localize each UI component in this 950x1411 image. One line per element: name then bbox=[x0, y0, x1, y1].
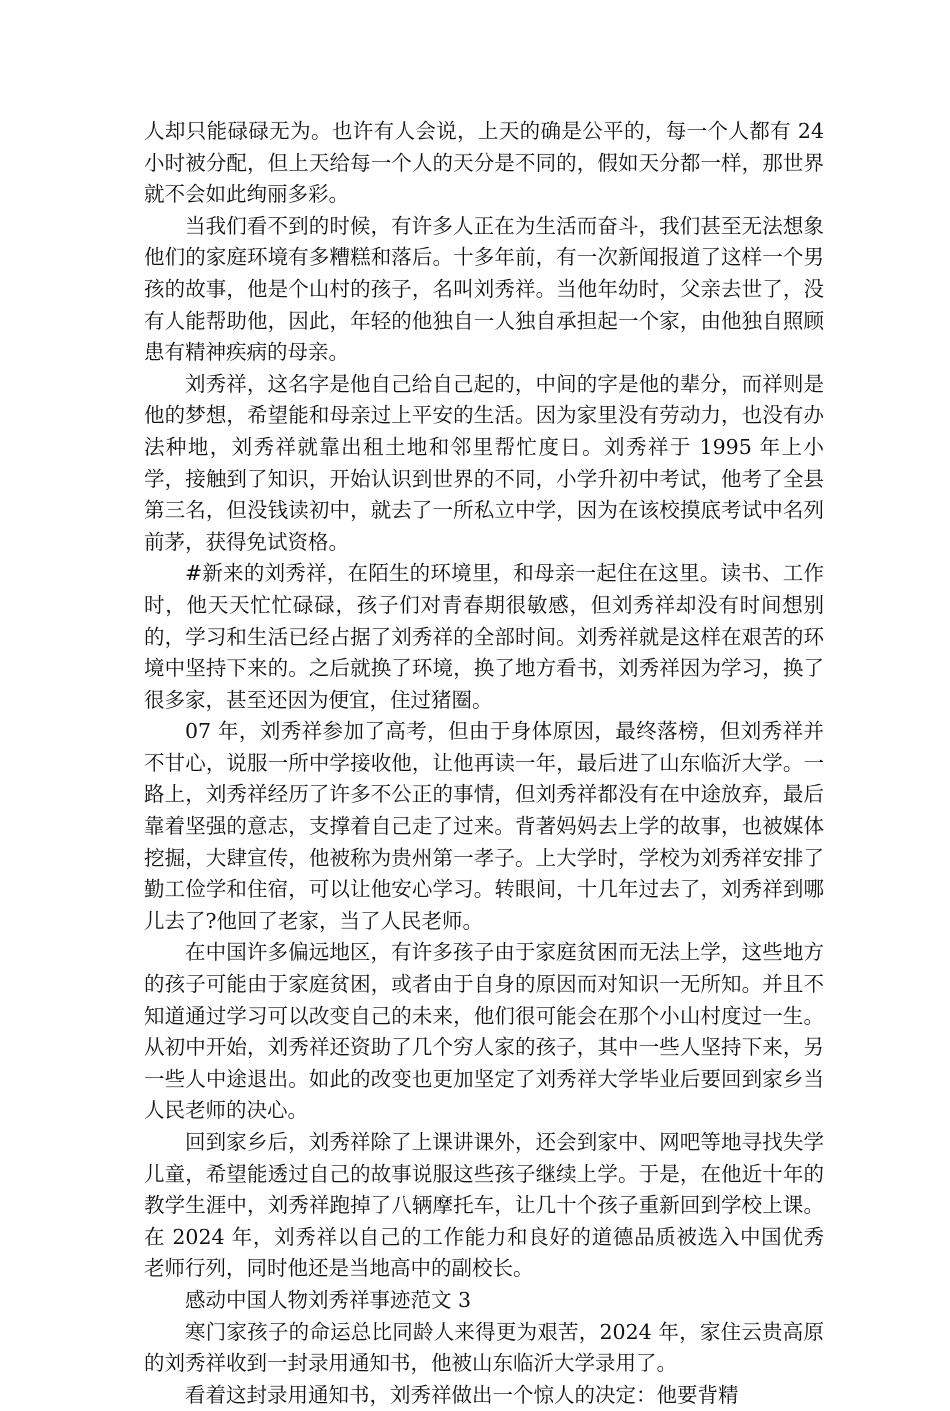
paragraph: 当我们看不到的时候，有许多人正在为生活而奋斗，我们甚至无法想象他们的家庭环境有多糟糕和落后。十多年前，有一次新闻报道了这样一个男孩的故事，他是个山村的孩子，名叫刘秀祥。当他年幼时，父亲去世了，没有人能帮助他，因此，年轻的他独自一人独自承担起一个家，由他独自照顾患有精神疾病的母亲。 bbox=[144, 213, 824, 365]
paragraph: 刘秀祥，这名字是他自己给自己起的，中间的字是他的辈分，而祥则是他的梦想，希望能和母亲过上平安的生活。因为家里没有劳动力，也没有办法种地，刘秀祥就靠出租土地和邻里帮忙度日。刘秀祥于 1995 年上小学，接触到了知识，开始认识到世界的不同，小学升初中考试，他考了全县第三名，但没钱读初中，就去了一所私立中学，因为在该校摸底考试中名列前茅，获得免试资格。 bbox=[144, 371, 824, 554]
document-body bbox=[144, 116, 824, 1411]
paragraph: 寒门家孩子的命运总比同龄人来得更为艰苦，2024 年，家住云贵高原的刘秀祥收到一封录用通知书，他被山东临沂大学录用了。 bbox=[144, 1319, 824, 1376]
section-heading: 感动中国人物刘秀祥事迹范文 3 bbox=[185, 1287, 472, 1312]
paragraph: 看着这封录用通知书，刘秀祥做出一个惊人的决定：他要背精 bbox=[185, 1382, 739, 1407]
paragraph-continuation: 人却只能碌碌无为。也许有人会说，上天的确是公平的，每一个人都有 24 小时被分配，但上天给每一个人的天分是不同的，假如天分都一样，那世界就不会如此绚丽多彩。 bbox=[144, 119, 824, 207]
paragraph: #新来的刘秀祥，在陌生的环境里，和母亲一起住在这里。读书、工作时，他天天忙忙碌碌，孩子们对青春期很敏感，但刘秀祥却没有时间想别的，学习和生活已经占据了刘秀祥的全部时间。刘秀祥就是这样在艰苦的环境中坚持下来的。之后就换了环境，换了地方看书，刘秀祥因为学习，换了很多家，甚至还因为便宜，住过猪圈。 bbox=[144, 561, 824, 712]
paragraph: 在中国许多偏远地区，有许多孩子由于家庭贫困而无法上学，这些地方的孩子可能由于家庭贫困，或者由于自身的原因而对知识一无所知。并且不知道通过学习可以改变自己的未来，他们很可能会在那个小山村度过一生。从初中开始，刘秀祥还资助了几个穷人家的孩子，其中一些人坚持下来，另一些人中途退出。如此的改变也更加坚定了刘秀祥大学毕业后要回到家乡当人民老师的决心。 bbox=[144, 940, 824, 1123]
paragraph: 07 年，刘秀祥参加了高考，但由于身体原因，最终落榜，但刘秀祥并不甘心，说服一所中学接收他，让他再读一年，最后进了山东临沂大学。一路上，刘秀祥经历了许多不公正的事情，但刘秀祥都没有在中途放弃，最后靠着坚强的意志，支撑着自己走了过来。背著妈妈去上学的故事，也被媒体挖掘，大肆宣传，他被称为贵州第一孝子。上大学时，学校为刘秀祥安排了勤工俭学和住宿，可以让他安心学习。转眼间，十几年过去了，刘秀祥到哪儿去了?他回了老家，当了人民老师。 bbox=[144, 719, 824, 933]
paragraph: 回到家乡后，刘秀祥除了上课讲课外，还会到家中、网吧等地寻找失学儿童，希望能透过自己的故事说服这些孩子继续上学。于是，在他近十年的教学生涯中，刘秀祥跑掉了八辆摩托车，让几十个孩子重新回到学校上课。在 2024 年，刘秀祥以自己的工作能力和良好的道德品质被选入中国优秀老师行列，同时他还是当地高中的副校长。 bbox=[144, 1130, 824, 1281]
